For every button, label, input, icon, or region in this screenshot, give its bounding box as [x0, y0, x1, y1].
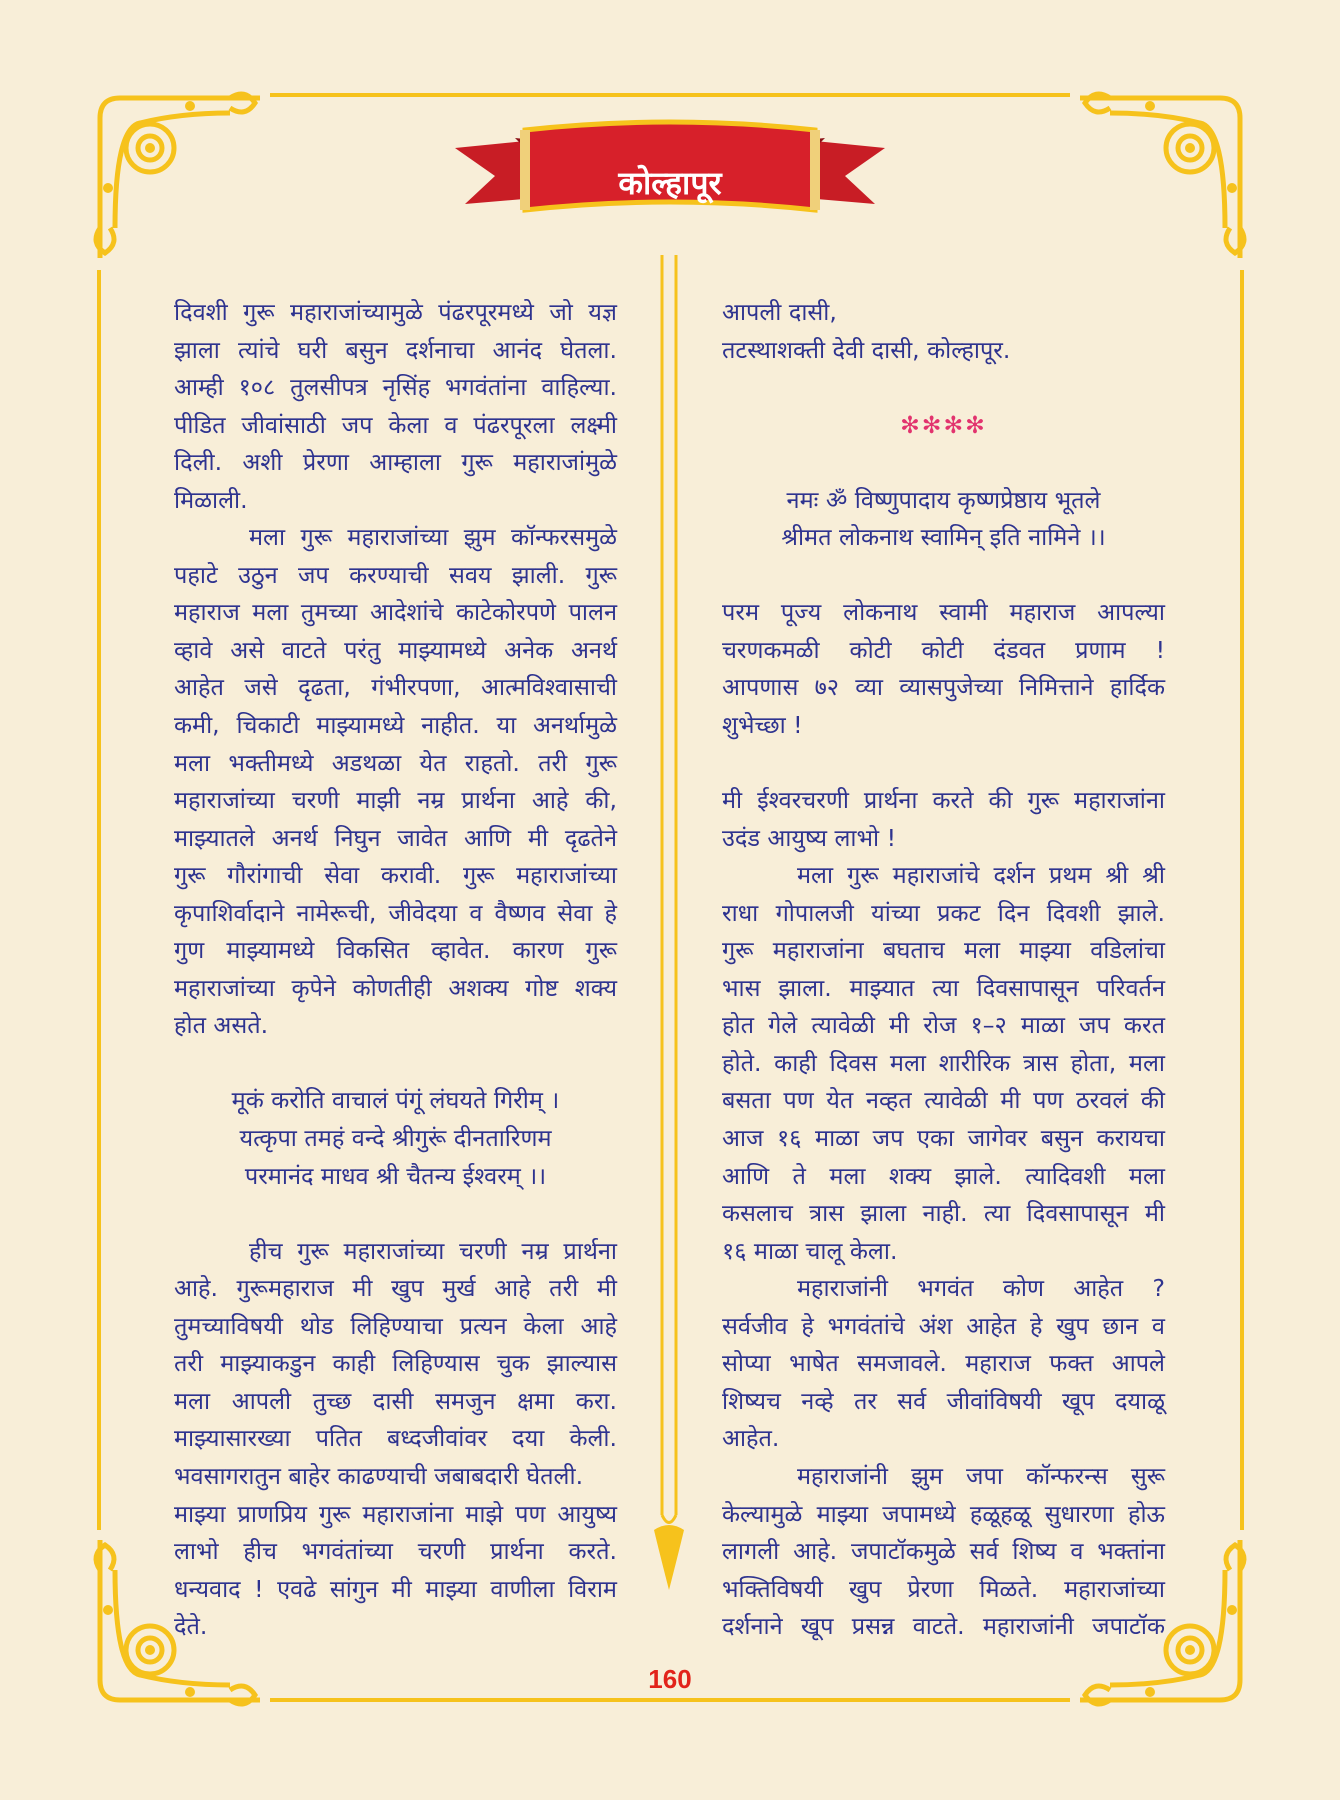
- text-line: तुमच्याविषयी थोड लिहिण्याचा प्रत्यन केला आहे: [174, 1311, 617, 1340]
- text-line: परमानंद माधव श्री चैतन्य ईश्वरम् ।।: [244, 1161, 547, 1190]
- text-line: मिळाली.: [174, 485, 248, 514]
- text-line: हीच गुरू महाराजांच्या चरणी नम्र प्रार्थना: [249, 1236, 617, 1265]
- text-line: सोप्या भाषेत समजावले. महाराज फक्त आपले: [722, 1349, 1165, 1378]
- text-line: [722, 369, 1165, 407]
- section-separator: ✻✻✻✻: [900, 410, 987, 439]
- text-line: [722, 444, 1165, 482]
- text-line: महाराजांच्या कृपेने कोणतीही अशक्य गोष्ट शक्य: [174, 973, 617, 1002]
- text-line: आहेत जसे दृढता, गंभीरपणा, आत्मविश्वासाची: [174, 673, 617, 702]
- text-line: मला गुरू महाराजांचे दर्शन प्रथम श्री श्री: [797, 861, 1165, 890]
- frame-left-line: [97, 270, 101, 1530]
- text-line: सर्वजीव हे भगवंतांचे अंश आहेत हे खुप छान व: [722, 1311, 1165, 1340]
- text-line: [174, 1045, 617, 1083]
- frame-bottom-line: [270, 1698, 1070, 1702]
- text-line: महाराज मला तुमच्या आदेशांचे काटेकोरपणे पालन: [174, 598, 617, 627]
- text-line: आणि ते मला शक्य झाले. त्यादिवशी मला: [722, 1161, 1165, 1190]
- text-line: गुरू गौरांगाची सेवा करावी. गुरू महाराजांच्या: [174, 861, 617, 890]
- text-line: आहेत.: [722, 1424, 780, 1453]
- text-line: गुरू महाराजांना बघताच मला माझ्या वडिलांचा: [722, 936, 1165, 965]
- text-line: कसलाच त्रास झाला नाही. त्या दिवसापासून मी: [722, 1199, 1165, 1228]
- text-line: नमः ॐ विष्णुपादाय कृष्णप्रेष्ठाय भूतले: [786, 485, 1101, 514]
- text-line: माझ्या प्राणप्रिय गुरू महाराजांना माझे पण आयुष्य: [174, 1499, 617, 1528]
- text-line: चरणकमळी कोटी कोटी दंडवत प्रणाम !: [722, 635, 1165, 664]
- text-line: पहाटे उठुन जप करण्याची सवय झाली. गुरू: [174, 560, 617, 589]
- text-line: होते. काही दिवस मला शारीरिक त्रास होता, मला: [722, 1048, 1165, 1077]
- text-line: देते.: [174, 1612, 208, 1641]
- text-line: [722, 745, 1165, 783]
- text-line: व्हावे असे वाटते परंतु माझ्यामध्ये अनेक अनर्थ: [174, 635, 617, 664]
- column-divider: [652, 255, 686, 1595]
- text-line: दिवशी गुरू महाराजांच्यामुळे पंढरपूरमध्ये जो यज्ञ: [174, 298, 617, 326]
- text-line: मला भक्तीमध्ये अडथळा येत राहतो. तरी गुरू: [174, 748, 617, 777]
- text-line: [722, 557, 1165, 595]
- text-line: महाराजांच्या चरणी माझी नम्र प्रार्थना आहे की,: [174, 786, 617, 815]
- frame-right-line: [1240, 270, 1244, 1530]
- text-line: दिली. अशी प्रेरणा आम्हाला गुरू महाराजांमुळे: [174, 448, 617, 477]
- text-line: मला आपली तुच्छ दासी समजुन क्षमा करा.: [174, 1386, 617, 1415]
- text-line: मी ईश्वरचरणी प्रार्थना करते की गुरू महाराजांना: [722, 786, 1165, 815]
- text-line: महाराजांनी झुम जपा कॉन्फरन्स सुरू: [797, 1461, 1165, 1490]
- text-line: शुभेच्छा !: [722, 711, 803, 740]
- text-line: कृपाशिर्वादाने नामेरूची, जीवेदया व वैष्णव सेवा हे: [174, 898, 617, 927]
- text-line: धन्यवाद ! एवढे सांगुन मी माझ्या वाणीला विराम: [174, 1574, 617, 1603]
- text-line: बसता पण येत नव्हत त्यावेळी मी पण ठरवलं की: [722, 1086, 1165, 1115]
- text-line: पीडित जीवांसाठी जप केला व पंढरपूरला लक्ष्मी: [174, 410, 617, 439]
- text-line: लागली आहे. जपाटॉकमुळे सर्व शिष्य व भक्तांना: [722, 1537, 1165, 1566]
- right-column: [722, 294, 1165, 1646]
- text-line: १६ माळा चालू केला.: [722, 1236, 898, 1265]
- text-line: महाराजांनी भगवंत कोण आहेत ?: [797, 1274, 1165, 1303]
- text-line: लाभो हीच भगवंतांच्या चरणी प्रार्थना करते.: [174, 1537, 617, 1566]
- text-line: उदंड आयुष्य लाभो !: [722, 823, 897, 852]
- text-line: [174, 1195, 617, 1233]
- text-line: आम्ही १०८ तुलसीपत्र नृसिंह भगवंतांना वाहिल्या.: [174, 373, 617, 402]
- text-line: यत्कृपा तमहं वन्दे श्रीगुरूं दीनतारिणम: [239, 1124, 552, 1153]
- frame-top-line: [270, 93, 1070, 97]
- text-line: आहे. गुरूमहाराज मी खुप मुर्ख आहे तरी मी: [174, 1274, 617, 1303]
- text-line: आज १६ माळा जप एका जागेवर बसुन करायचा: [722, 1124, 1165, 1153]
- text-line: शिष्यच नव्हे तर सर्व जीवांविषयी खूप दयाळू: [722, 1386, 1165, 1415]
- text-line: श्रीमत लोकनाथ स्वामिन् इति नामिने ।।: [781, 523, 1106, 552]
- text-line: माझ्यातले अनर्थ निघुन जावेत आणि मी दृढतेने: [174, 823, 617, 852]
- text-line: आपली दासी,: [722, 298, 837, 326]
- text-line: दर्शनाने खूप प्रसन्न वाटते. महाराजांनी जपाटॉक: [722, 1612, 1165, 1641]
- corner-ornament-icon: [1070, 78, 1260, 268]
- text-line: गुण माझ्यामध्ये विकसित व्हावेत. कारण गुरू: [174, 936, 617, 965]
- text-line: होत असते.: [174, 1011, 269, 1040]
- text-line: होत गेले त्यावेळी मी रोज १–२ माळा जप करत: [722, 1011, 1165, 1040]
- text-line: तटस्थाशक्ती देवी दासी, कोल्हापूर.: [722, 335, 1011, 364]
- text-line: परम पूज्य लोकनाथ स्वामी महाराज आपल्या: [722, 598, 1165, 627]
- text-line: तरी माझ्याकडुन काही लिहिण्यास चुक झाल्यास: [174, 1349, 617, 1378]
- text-line: मूकं करोति वाचालं पंगूं लंघयते गिरीम् ।: [231, 1086, 560, 1115]
- text-line: केल्यामुळे माझ्या जपामध्ये हळूहळू सुधारणा होऊ: [722, 1499, 1165, 1528]
- text-line: कमी, चिकाटी माझ्यामध्ये नाहीत. या अनर्थामुळे: [174, 711, 617, 740]
- text-line: भक्तिविषयी खुप प्रेरणा मिळते. महाराजांच्या: [722, 1574, 1165, 1603]
- left-column: [174, 294, 617, 1646]
- page-number: 160: [648, 1664, 692, 1694]
- text-line: भवसागरातुन बाहेर काढण्याची जबाबदारी घेतली.: [174, 1461, 584, 1490]
- text-line: भास झाला. माझ्यात त्या दिवसापासून परिवर्तन: [722, 973, 1165, 1002]
- text-line: मला गुरू महाराजांच्या झुम कॉन्फरसमुळे: [249, 523, 617, 552]
- text-line: माझ्यासारख्या पतित बध्दजीवांवर दया केली.: [174, 1424, 617, 1453]
- corner-ornament-icon: [80, 78, 270, 268]
- page-title: कोल्हापूर: [618, 164, 722, 202]
- text-line: झाला त्यांचे घरी बसुन दर्शनाचा आनंद घेतला.: [174, 335, 617, 364]
- text-line: आपणास ७२ व्या व्यासपुजेच्या निमित्ताने हार्दिक: [722, 673, 1165, 702]
- text-line: राधा गोपालजी यांच्या प्रकट दिन दिवशी झाले.: [722, 898, 1165, 927]
